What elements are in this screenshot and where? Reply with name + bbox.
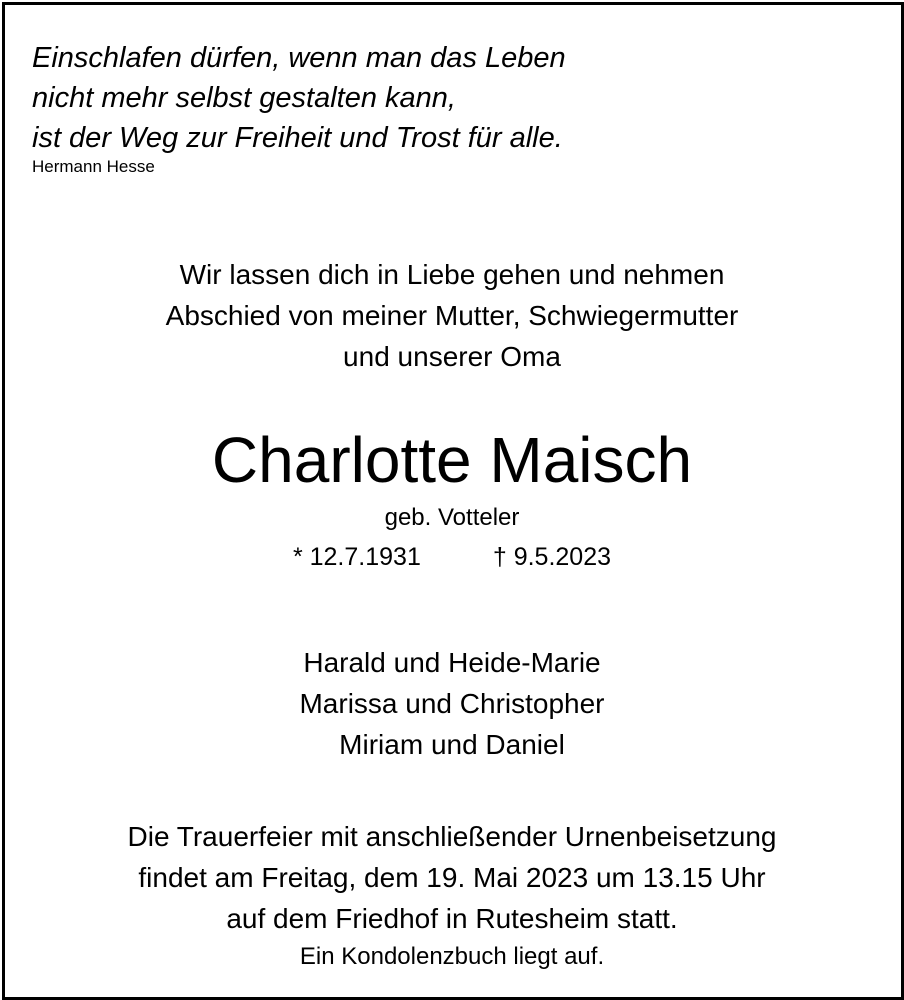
condolence-note: Ein Kondolenzbuch liegt auf. <box>299 943 605 970</box>
life-dates <box>0 540 904 574</box>
birth-date: * 12.7.1931 <box>292 543 421 571</box>
intro-line-3: und unserer Oma <box>343 341 561 372</box>
service-line-3: auf dem Friedhof in Rutesheim statt. <box>226 903 678 934</box>
quote-line-2: nicht mehr selbst gestalten kann, <box>32 82 456 114</box>
maiden-name: geb. Votteler <box>384 504 520 531</box>
service-line-1: Die Trauerfeier mit anschließender Urnenbeisetzung <box>127 821 777 852</box>
intro-line-2: Abschied von meiner Mutter, Schwiegermutter <box>165 300 739 331</box>
quote-author: Hermann Hesse <box>32 157 155 176</box>
funeral-service-info <box>0 816 904 975</box>
mourner-line-3: Miriam und Daniel <box>339 729 565 760</box>
mourner-line-1: Harald und Heide-Marie <box>303 647 601 678</box>
death-date: † 9.5.2023 <box>492 543 612 571</box>
quote-line-3: ist der Weg zur Freiheit und Trost für alle. <box>32 122 563 154</box>
deceased-name: Charlotte Maisch <box>211 424 693 496</box>
quote-block <box>32 38 872 178</box>
quote-line-1: Einschlafen dürfen, wenn man das Leben <box>32 42 566 74</box>
mourners-list <box>0 642 904 765</box>
intro-line-1: Wir lassen dich in Liebe gehen und nehmen <box>179 259 725 290</box>
farewell-intro <box>0 254 904 377</box>
mourner-line-2: Marissa und Christopher <box>299 688 605 719</box>
service-line-2: findet am Freitag, dem 19. Mai 2023 um 13.15 Uhr <box>138 862 766 893</box>
